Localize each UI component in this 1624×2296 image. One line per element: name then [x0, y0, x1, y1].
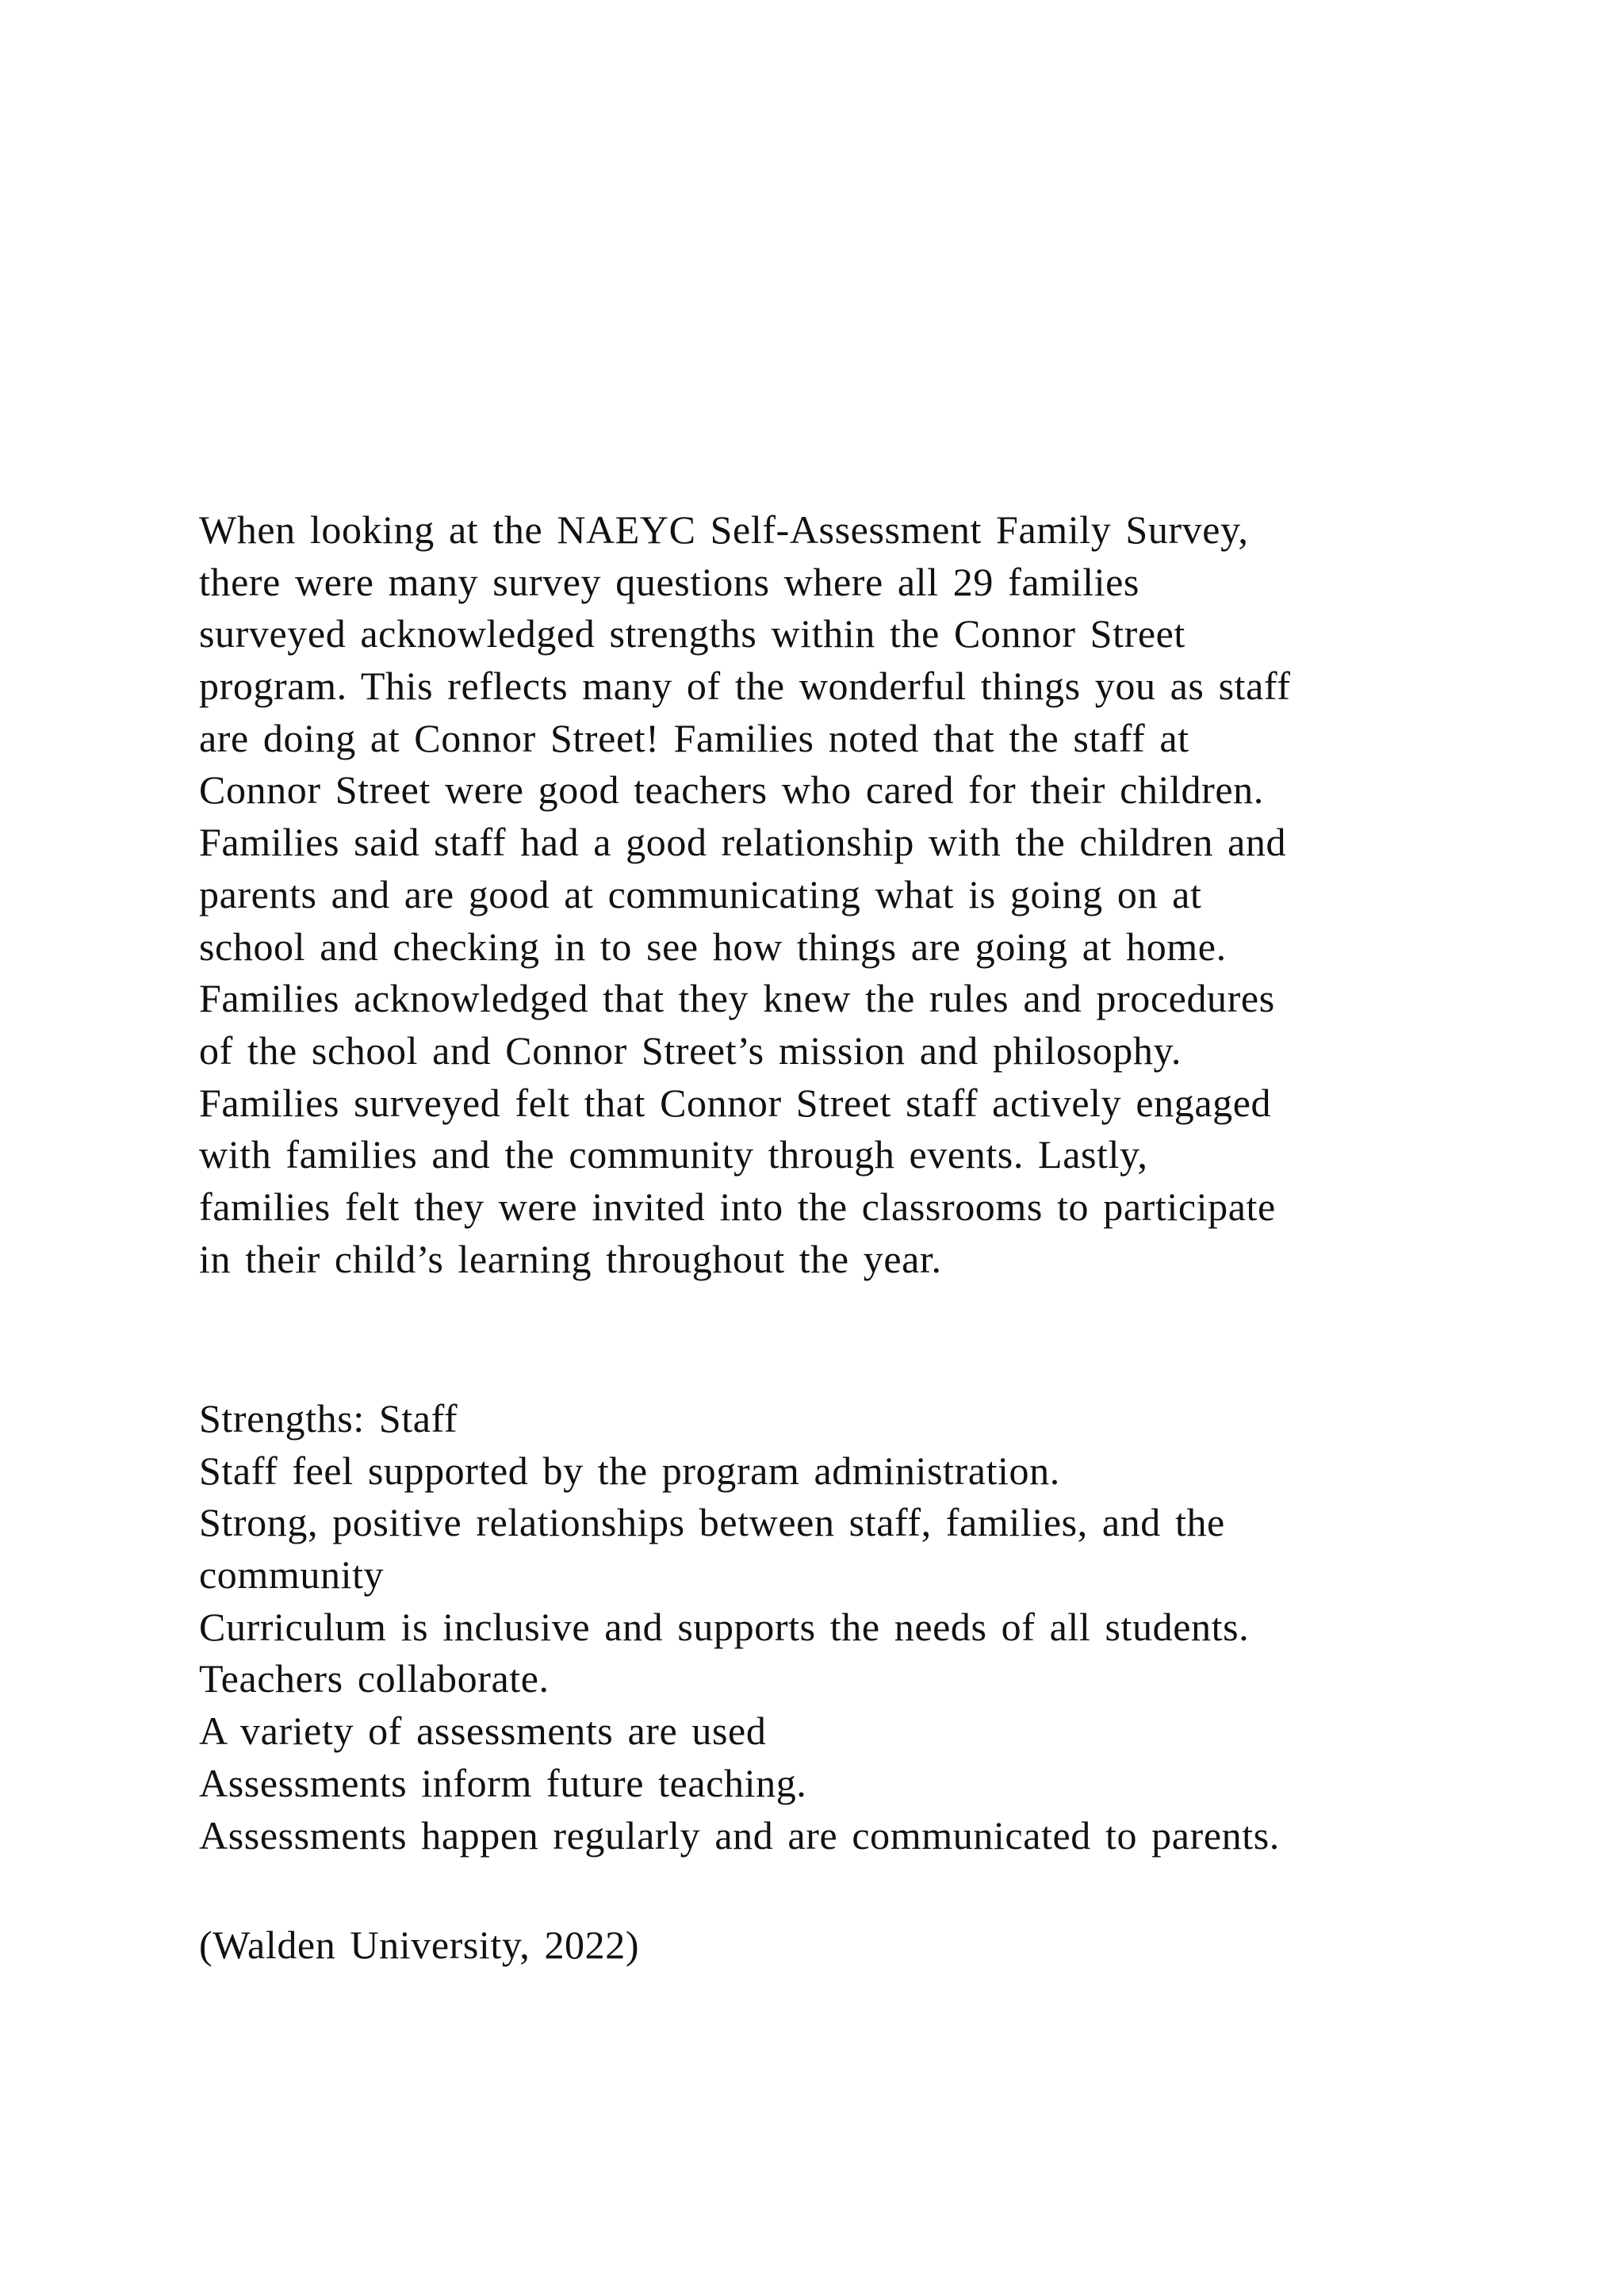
paragraph-line: Families said staff had a good relationship with the children and [199, 820, 1287, 865]
survey-summary-paragraph [199, 504, 1547, 1285]
paragraph-line: program. This reflects many of the wonderful things you as staff [199, 664, 1291, 709]
strength-item: Curriculum is inclusive and supports the needs of all students. [199, 1604, 1250, 1649]
citation [199, 1919, 1547, 1972]
paragraph-line: are doing at Connor Street! Families noted that the staff at [199, 715, 1189, 760]
paragraph-line: surveyed acknowledged strengths within the Connor Street [199, 611, 1185, 656]
paragraph-line: parents and are good at communicating what is going on at [199, 871, 1202, 916]
paragraph-line: Families surveyed felt that Connor Street staff actively engaged [199, 1080, 1272, 1125]
strengths-heading: Strengths: Staff [199, 1396, 458, 1441]
paragraph-line: with families and the community through events. Lastly, [199, 1132, 1148, 1177]
strength-item: community [199, 1552, 385, 1598]
paragraph-line: of the school and Connor Street’s mission and philosophy. [199, 1027, 1182, 1073]
citation-text: (Walden University, 2022) [199, 1923, 640, 1967]
paragraph-line: Connor Street were good teachers who cared for their children. [199, 767, 1264, 813]
strength-item: Strong, positive relationships between staff, families, and the [199, 1500, 1225, 1545]
paragraph-line: Families acknowledged that they knew the rules and procedures [199, 976, 1275, 1021]
paragraph-line: families felt they were invited into the classrooms to participate [199, 1184, 1276, 1229]
strength-item: Teachers collaborate. [199, 1656, 550, 1701]
paragraph-line: in their child’s learning throughout the year. [199, 1236, 942, 1281]
strength-item: Assessments inform future teaching. [199, 1760, 807, 1805]
strength-item: Assessments happen regularly and are communicated to parents. [199, 1812, 1280, 1858]
strength-item: Staff feel supported by the program administration. [199, 1448, 1060, 1493]
strength-item: A variety of assessments are used [199, 1709, 767, 1754]
paragraph-line: school and checking in to see how things are going at home. [199, 924, 1227, 969]
paragraph-line: When looking at the NAEYC Self-Assessment Family Survey, [199, 507, 1249, 552]
strengths-staff-list [199, 1393, 1547, 1862]
paragraph-line: there were many survey questions where all 29 families [199, 559, 1139, 604]
